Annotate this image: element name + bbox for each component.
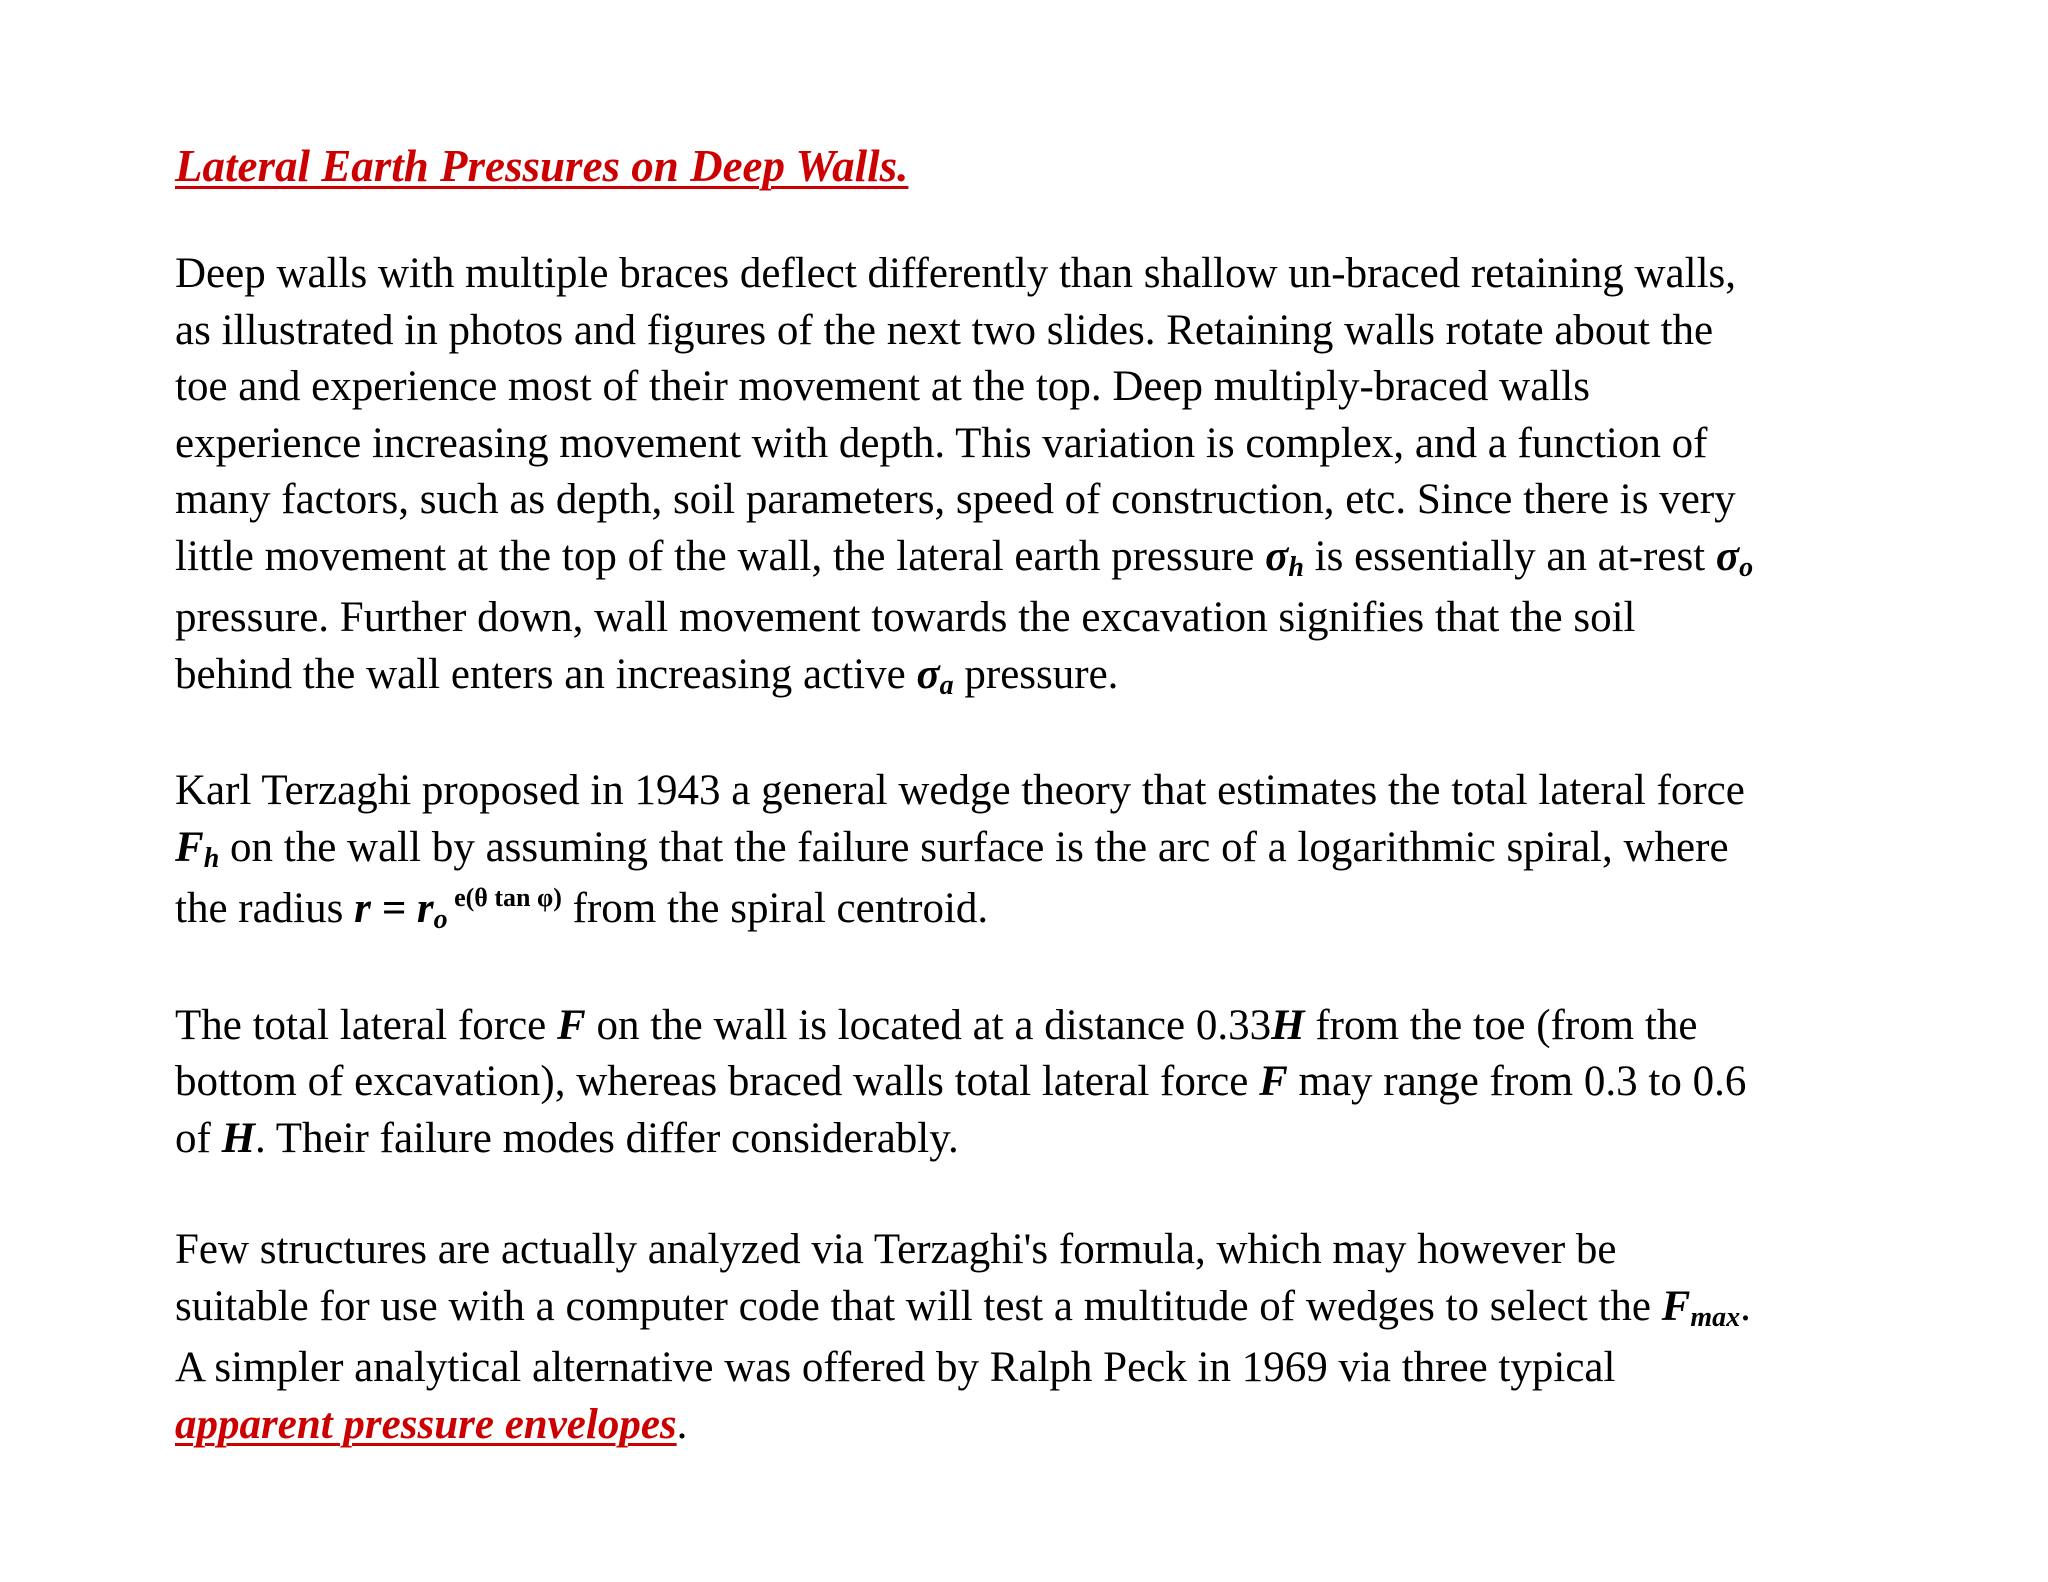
text-segment: suitable for use with a computer code that will test a multitude of wedges to select the: [175, 1282, 1662, 1330]
text-line: Karl Terzaghi proposed in 1943 a general wedge theory that estimates the total lateral force: [175, 767, 1745, 814]
force-symbol: F: [557, 1001, 586, 1049]
text-line: Few structures are actually analyzed via Terzaghi's formula, which may however be: [175, 1226, 1617, 1273]
subscript-h: h: [1288, 551, 1304, 583]
radius-formula: r = r: [354, 885, 434, 932]
text-segment: on the wall is located at a distance 0.33: [585, 1001, 1272, 1049]
text-line: [175, 1054, 2015, 1111]
text-segment: The total lateral force: [175, 1001, 558, 1049]
text-segment: from the toe (from the: [1304, 1001, 1698, 1049]
slide-content: [175, 138, 2015, 1453]
text-line: [175, 647, 2015, 709]
sigma-symbol: σ: [1715, 532, 1740, 580]
text-line: toe and experience most of their movement at the top. Deep multiply-braced walls: [175, 363, 1590, 410]
subscript-a: a: [939, 669, 954, 701]
text-line: pressure. Further down, wall movement towards the excavation signifies that the soil: [175, 594, 1636, 641]
text-line: [175, 881, 2015, 943]
text-line: as illustrated in photos and figures of the next two slides. Retaining walls rotate about the: [175, 306, 1714, 354]
text-line: [175, 1111, 2015, 1168]
text-line: experience increasing movement with depth. This variation is complex, and a function of: [175, 419, 1708, 467]
text-segment: bottom of excavation), whereas braced walls total lateral force: [175, 1058, 1260, 1105]
subscript-o: o: [433, 904, 448, 935]
text-segment: may range from 0.3 to 0.6: [1287, 1058, 1747, 1105]
height-symbol: H: [1271, 1001, 1305, 1049]
text-segment: of: [175, 1114, 222, 1162]
text-line: many factors, such as depth, soil parameters, speed of construction, etc. Since there is very: [175, 476, 1736, 523]
paragraph-terzaghi-wedge: [175, 763, 2015, 943]
page-title: Lateral Earth Pressures on Deep Walls.: [175, 141, 909, 191]
force-symbol: F: [175, 823, 204, 871]
text-segment: .: [676, 1400, 688, 1448]
subscript-max: max: [1690, 1301, 1741, 1333]
text-segment: behind the wall enters an increasing active: [175, 650, 917, 698]
paragraph-wall-deflection: [175, 246, 2015, 708]
sigma-symbol: σ: [916, 650, 940, 698]
subscript-o: o: [1739, 551, 1754, 583]
apparent-pressure-envelopes-link[interactable]: apparent pressure envelopes: [175, 1400, 677, 1448]
paragraph-total-force: [175, 998, 2015, 1168]
sigma-symbol: σ: [1265, 532, 1289, 580]
text-segment: on the wall by assuming that the failure surface is the arc of a logarithmic spiral, where: [219, 823, 1729, 871]
text-segment: the radius: [175, 885, 355, 932]
text-segment: from the spiral centroid.: [561, 885, 989, 932]
force-symbol: F: [1259, 1058, 1288, 1105]
force-symbol: F: [1661, 1282, 1691, 1330]
text-segment: pressure.: [953, 650, 1119, 698]
text-segment: is essentially an at-rest: [1303, 532, 1716, 580]
text-line: [175, 820, 2015, 882]
subscript-h: h: [203, 842, 220, 874]
exponent: e(θ tan φ): [447, 883, 562, 912]
text-line: Deep walls with multiple braces deflect differently than shallow un-braced retaining walls,: [175, 250, 1737, 297]
height-symbol: H: [221, 1114, 256, 1162]
text-line: [175, 998, 2015, 1055]
text-line: A simpler analytical alternative was offered by Ralph Peck in 1969 via three typical: [175, 1344, 1616, 1391]
text-line: [175, 529, 2015, 591]
text-segment: .: [1740, 1282, 1751, 1330]
text-segment: little movement at the top of the wall, the lateral earth pressure: [175, 532, 1266, 580]
text-line: [175, 1397, 2015, 1454]
text-segment: . Their failure modes differ considerably.: [255, 1114, 959, 1162]
paragraph-peck-envelopes: [175, 1222, 2015, 1453]
text-line: [175, 1279, 2015, 1341]
